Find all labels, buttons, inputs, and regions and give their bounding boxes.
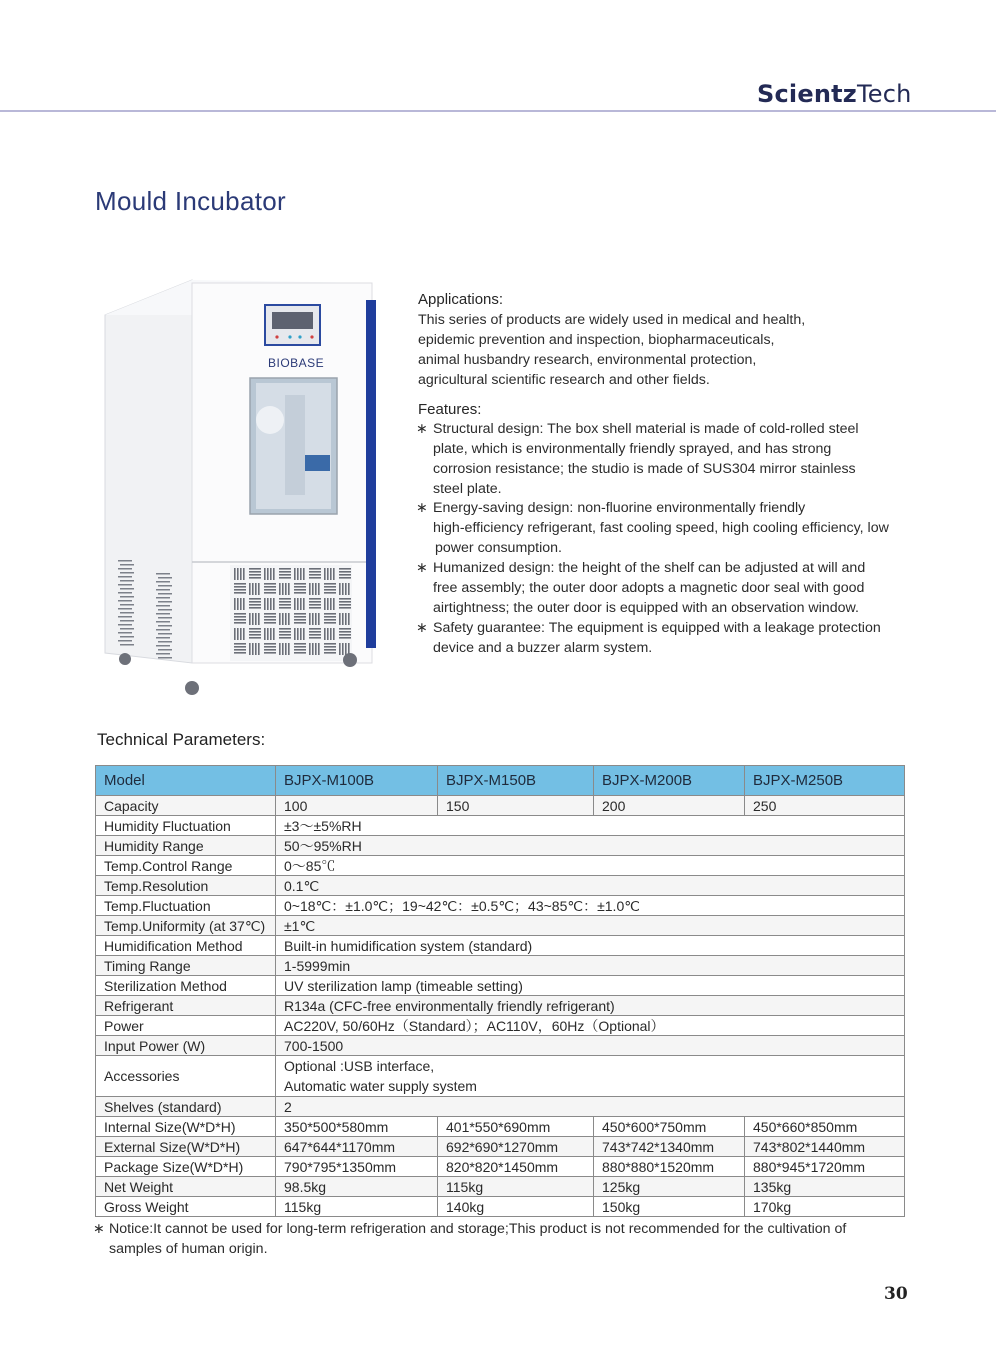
row-label: Accessories xyxy=(96,1056,276,1097)
table-cell: ±1℃ xyxy=(276,916,905,936)
table-row xyxy=(96,896,905,916)
column-header-model-name: BJPX-M200B xyxy=(594,766,745,796)
table-row xyxy=(96,1117,905,1137)
row-label: Temp.Uniformity (at 37℃) xyxy=(96,916,276,936)
bullet-icon: ∗ xyxy=(93,1221,105,1237)
notice-line: samples of human origin. xyxy=(109,1241,268,1257)
applications-line: This series of products are widely used in medical and health, xyxy=(418,312,806,328)
feature-item xyxy=(416,618,916,658)
table-cell: 100 xyxy=(276,796,438,816)
row-label: Temp.Fluctuation xyxy=(96,896,276,916)
applications-text xyxy=(418,310,805,390)
table-row xyxy=(96,936,905,956)
table-cell: 150kg xyxy=(594,1197,745,1217)
table-cell: 50～95%RH xyxy=(276,836,905,856)
column-header-model-name: BJPX-M150B xyxy=(438,766,594,796)
row-label: Capacity xyxy=(96,796,276,816)
feature-line: steel plate. xyxy=(433,481,502,497)
notice-line: Notice:It cannot be used for long-term refrigeration and storage;This product is not recommended for the cultivation of xyxy=(109,1221,847,1237)
row-label: Refrigerant xyxy=(96,996,276,1016)
table-cell: 450*660*850mm xyxy=(745,1117,905,1137)
header-divider xyxy=(0,110,996,112)
feature-line: Structural design: The box shell material is made of cold-rolled steel xyxy=(433,421,859,437)
table-row xyxy=(96,1137,905,1157)
table-cell: 880*880*1520mm xyxy=(594,1157,745,1177)
table-row xyxy=(96,1097,905,1117)
table-cell: 250 xyxy=(745,796,905,816)
feature-item xyxy=(416,558,916,618)
page-title: Mould Incubator xyxy=(95,186,286,216)
bullet-icon: ∗ xyxy=(416,421,428,437)
row-label: Power xyxy=(96,1016,276,1036)
applications-line: animal husbandry research, environmental protection, xyxy=(418,352,757,368)
brand-regular: Tech xyxy=(856,80,912,108)
table-row xyxy=(96,1036,905,1056)
table-row xyxy=(96,1056,905,1097)
row-label: External Size(W*D*H) xyxy=(96,1137,276,1157)
feature-line: power consumption. xyxy=(435,540,562,556)
feature-line: plate, which is environmentally friendly sprayed, and has strong xyxy=(433,441,832,457)
cell-line: Automatic water supply system xyxy=(284,1078,477,1094)
table-cell: 790*795*1350mm xyxy=(276,1157,438,1177)
table-cell: 450*600*750mm xyxy=(594,1117,745,1137)
table-cell: 743*802*1440mm xyxy=(745,1137,905,1157)
feature-line: airtightness; the outer door is equipped with an observation window. xyxy=(433,600,859,616)
table-row xyxy=(96,1157,905,1177)
table-cell: 880*945*1720mm xyxy=(745,1157,905,1177)
feature-line: high-efficiency refrigerant, fast cooling speed, high cooling efficiency, low xyxy=(433,520,889,536)
table-cell: 115kg xyxy=(276,1197,438,1217)
table-row xyxy=(96,796,905,816)
feature-line: corrosion resistance; the studio is made of SUS304 mirror stainless xyxy=(433,461,856,477)
table-row xyxy=(96,876,905,896)
feature-line: Energy-saving design: non-fluorine environmentally friendly xyxy=(433,500,806,516)
table-cell xyxy=(276,1056,905,1097)
cell-line: Optional :USB interface, xyxy=(284,1058,435,1074)
feature-item xyxy=(416,419,916,499)
row-label: Net Weight xyxy=(96,1177,276,1197)
table-cell: 0~18℃：±1.0℃；19~42℃：±0.5℃；43~85℃：±1.0℃ xyxy=(276,896,905,916)
feature-line: Safety guarantee: The equipment is equipped with a leakage protection xyxy=(433,620,881,636)
technical-parameters-heading: Technical Parameters: xyxy=(97,730,266,749)
row-label: Gross Weight xyxy=(96,1197,276,1217)
table-row xyxy=(96,1177,905,1197)
row-label: Shelves (standard) xyxy=(96,1097,276,1117)
column-header-model-name: BJPX-M250B xyxy=(745,766,905,796)
row-label: Temp.Resolution xyxy=(96,876,276,896)
table-row xyxy=(96,836,905,856)
product-logo: BIOBASE xyxy=(268,356,325,370)
table-cell: 170kg xyxy=(745,1197,905,1217)
table-header-row xyxy=(96,766,905,796)
table-row xyxy=(96,956,905,976)
table-cell: 401*550*690mm xyxy=(438,1117,594,1137)
table-cell: 135kg xyxy=(745,1177,905,1197)
row-label: Humidification Method xyxy=(96,936,276,956)
applications-heading: Applications: xyxy=(418,291,504,308)
page-number: 30 xyxy=(884,1284,908,1304)
table-cell: 115kg xyxy=(438,1177,594,1197)
table-row xyxy=(96,916,905,936)
table-cell: UV sterilization lamp (timeable setting) xyxy=(276,976,905,996)
table-cell: 200 xyxy=(594,796,745,816)
table-cell: R134a (CFC-free environmentally friendly refrigerant) xyxy=(276,996,905,1016)
feature-line: free assembly; the outer door adopts a magnetic door seal with good xyxy=(433,580,865,596)
table-cell: 1-5999min xyxy=(276,956,905,976)
spec-table xyxy=(95,765,905,1217)
features-heading: Features: xyxy=(418,401,482,418)
feature-line: Humanized design: the height of the shelf can be adjusted at will and xyxy=(433,560,866,576)
table-cell: 2 xyxy=(276,1097,905,1117)
brand-bold: Scientz xyxy=(757,80,857,108)
table-cell: 98.5kg xyxy=(276,1177,438,1197)
feature-line: device and a buzzer alarm system. xyxy=(433,640,653,656)
bullet-icon: ∗ xyxy=(416,620,428,636)
product-image xyxy=(100,275,385,705)
row-label: Input Power (W) xyxy=(96,1036,276,1056)
applications-line: epidemic prevention and inspection, biopharmaceuticals, xyxy=(418,332,775,348)
row-label: Package Size(W*D*H) xyxy=(96,1157,276,1177)
column-header-model-name: BJPX-M100B xyxy=(276,766,438,796)
table-row xyxy=(96,976,905,996)
table-cell: 700-1500 xyxy=(276,1036,905,1056)
table-cell: 647*644*1170mm xyxy=(276,1137,438,1157)
row-label: Timing Range xyxy=(96,956,276,976)
table-row xyxy=(96,816,905,836)
table-cell: 692*690*1270mm xyxy=(438,1137,594,1157)
table-cell: 125kg xyxy=(594,1177,745,1197)
table-cell: 350*500*580mm xyxy=(276,1117,438,1137)
table-cell: 820*820*1450mm xyxy=(438,1157,594,1177)
row-label: Temp.Control Range xyxy=(96,856,276,876)
brand-logo xyxy=(757,80,912,108)
feature-item xyxy=(416,498,916,558)
table-cell: 140kg xyxy=(438,1197,594,1217)
applications-line: agricultural scientific research and other fields. xyxy=(418,372,710,388)
bullet-icon: ∗ xyxy=(416,500,428,516)
table-cell: 0.1℃ xyxy=(276,876,905,896)
column-header-model: Model xyxy=(96,766,276,796)
row-label: Sterilization Method xyxy=(96,976,276,996)
bullet-icon: ∗ xyxy=(416,560,428,576)
table-cell: 743*742*1340mm xyxy=(594,1137,745,1157)
table-cell: 0～85℃ xyxy=(276,856,905,876)
table-row xyxy=(96,856,905,876)
table-cell: Built-in humidification system (standard) xyxy=(276,936,905,956)
notice xyxy=(93,1219,913,1259)
table-cell: ±3～±5%RH xyxy=(276,816,905,836)
table-row xyxy=(96,996,905,1016)
table-row xyxy=(96,1197,905,1217)
row-label: Humidity Fluctuation xyxy=(96,816,276,836)
table-cell: 150 xyxy=(438,796,594,816)
row-label: Humidity Range xyxy=(96,836,276,856)
row-label: Internal Size(W*D*H) xyxy=(96,1117,276,1137)
table-cell: AC220V, 50/60Hz（Standard）；AC110V，60Hz（Optional） xyxy=(276,1016,905,1036)
table-row xyxy=(96,1016,905,1036)
